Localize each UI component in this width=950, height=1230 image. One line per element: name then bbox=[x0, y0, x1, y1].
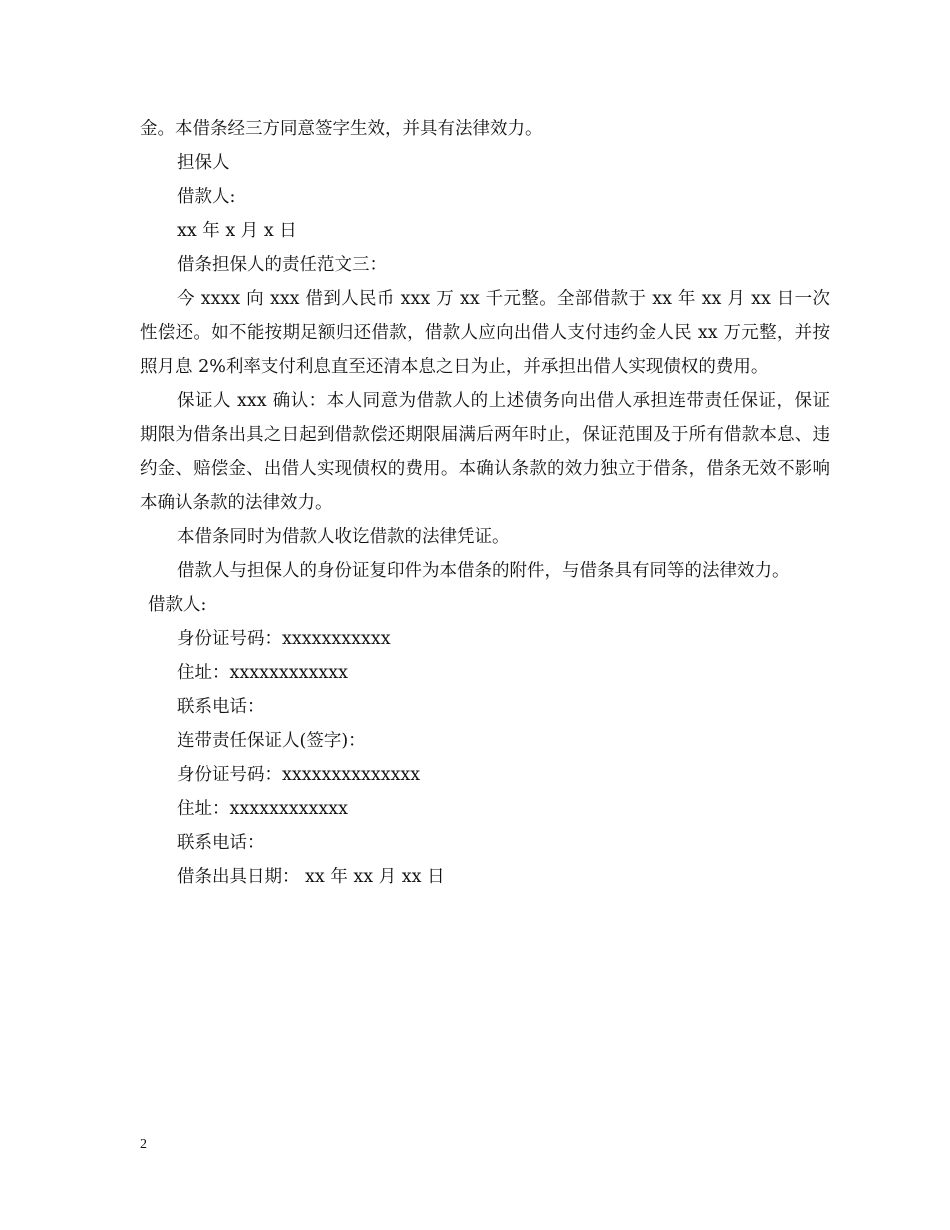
section-title: 借条担保人的责任范文三： bbox=[177, 255, 387, 275]
date-line: xx 年 x 月 x 日 bbox=[177, 221, 297, 241]
guarantor-id-number: 身份证号码：xxxxxxxxxxxxxx bbox=[177, 765, 421, 785]
receipt-paragraph: 本借条同时为借款人收讫借款的法律凭证。 bbox=[177, 527, 510, 547]
borrower-address: 住址：xxxxxxxxxxxx bbox=[177, 663, 348, 683]
page-number: 2 bbox=[140, 1137, 147, 1152]
closing-sentence: 金。本借条经三方同意签字生效，并具有法律效力。 bbox=[140, 119, 543, 139]
guarantor-phone: 联系电话： bbox=[177, 833, 265, 853]
attachment-paragraph: 借款人与担保人的身份证复印件为本借条的附件，与借条具有同等的法律效力。 bbox=[177, 561, 790, 581]
guarantee-paragraph: 保证人 xxx 确认：本人同意为借款人的上述债务向出借人承担连带责任保证，保证期限为借条出具之日起到借款偿还期限届满后两年时止，保证范围及于所有借款本息、违约金、赔偿金、出借人实现债权的费用。本确认条款的效力独立于借条，借条无效不影响本确认条款的法律效力。 bbox=[140, 391, 830, 513]
loan-paragraph: 今 xxxx 向 xxx 借到人民币 xxx 万 xx 千元整。全部借款于 xx 年 xx 月 xx 日一次性偿还。如不能按期足额归还借款，借款人应向出借人支付违约金人民 xx 万元整，并按照月息 2%利率支付利息直至还清本息之日为止，并承担出借人实现债权的费用。 bbox=[140, 289, 830, 377]
borrower-phone: 联系电话： bbox=[177, 697, 265, 717]
guarantor-label: 担保人 bbox=[177, 153, 230, 173]
guarantor-address: 住址：xxxxxxxxxxxx bbox=[177, 799, 348, 819]
borrower-label: 借款人: bbox=[177, 187, 236, 207]
guarantor-signature-label: 连带责任保证人(签字)： bbox=[177, 731, 366, 751]
borrower-id-number: 身份证号码：xxxxxxxxxxx bbox=[177, 629, 391, 649]
document-body bbox=[140, 112, 830, 894]
issue-date: 借条出具日期： xx 年 xx 月 xx 日 bbox=[177, 867, 445, 887]
borrower-signature-label: 借款人: bbox=[148, 595, 207, 615]
